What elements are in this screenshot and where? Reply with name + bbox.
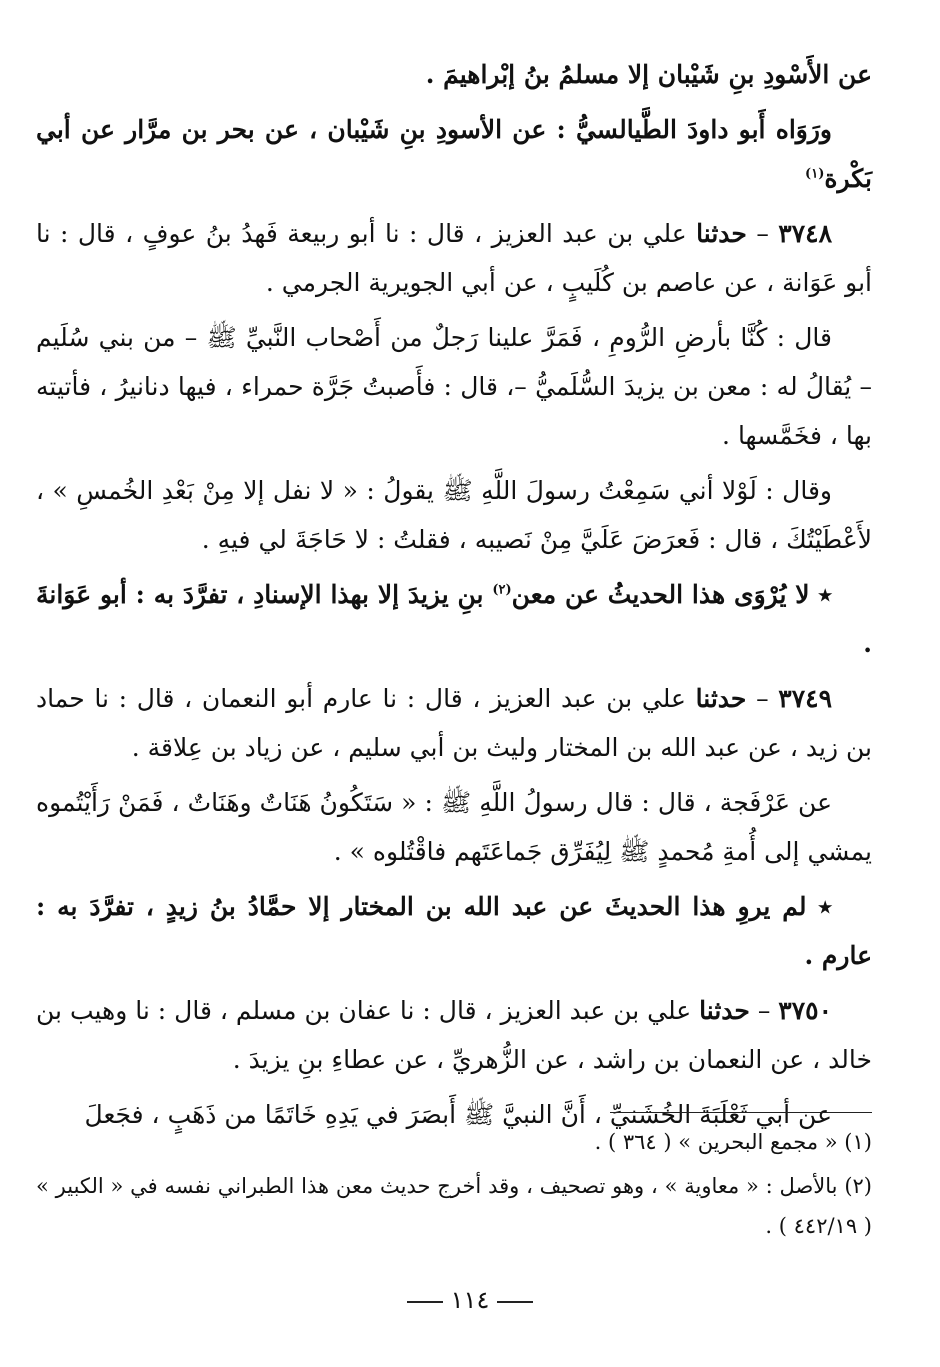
paragraph-2-text: ورَوَاه أَبو داودَ الطَّيالسيُّ : عن الأسودِ بنِ شَيْبان ، عن بحر بن مرَّار عن أبي بَكْرة <box>36 115 872 193</box>
paragraph-8 <box>36 778 872 876</box>
paragraph-4 <box>36 313 872 460</box>
footnote-divider <box>610 1112 872 1113</box>
paragraph-6-text: لا يُرْوَى هذا الحديثُ عن معن <box>511 580 810 609</box>
footnote-ref-1[interactable]: (١) <box>805 166 825 182</box>
star-icon: ٭ <box>818 580 832 609</box>
paragraph-9 <box>36 882 872 980</box>
page-number <box>0 1286 940 1314</box>
footnotes <box>36 1122 872 1250</box>
hadith-text: علي بن عبد العزيز ، قال : نا عارم أبو النعمان ، قال : نا حماد بن زيد ، عن عبد الله بن المختار وليث بن أبي سليم ، عن زياد بن عِلاقة . <box>36 684 872 762</box>
paragraph-1 <box>36 50 872 99</box>
hadith-text: علي بن عبد العزيز ، قال : نا عفان بن مسلم ، قال : نا وهيب بن خالد ، عن النعمان بن راشد ، عن الزُّهريِّ ، عن عطاءِ بنِ يزيدَ . <box>36 996 872 1074</box>
paragraph-5-text: وقال : لَوْلا أني سَمِعْتُ رسولَ اللَّهِ ﷺ يقولُ : « لا نفل إلا مِنْ بَعْدِ الخُمسِ » ، لأَعْطَيْتُكَ ، قال : فَعرَضَ عَلَيَّ مِنْ نَصيبه ، فقلتُ : لا حَاجَةَ لي فيهِ . <box>36 476 872 554</box>
paragraph-9-text: لم يروِ هذا الحديثَ عن عبد الله بن المختار إلا حمَّادُ بنُ زيدٍ ، تفرَّدَ به : عارم . <box>36 892 872 970</box>
dash-left <box>407 1301 443 1303</box>
paragraph-2 <box>36 105 872 203</box>
hadith-3750: ٣٧٥٠ – حدثنا علي بن عبد العزيز ، قال : نا عفان بن مسلم ، قال : نا وهيب بن خالد ، عن النعمان بن راشد ، عن الزُّهريِّ ، عن عطاءِ بنِ يزيدَ . <box>36 996 872 1074</box>
dash-right <box>497 1301 533 1303</box>
hadith-3749: ٣٧٤٩ – حدثنا علي بن عبد العزيز ، قال : نا عارم أبو النعمان ، قال : نا حماد بن زيد ، عن عبد الله بن المختار وليث بن أبي سليم ، عن زياد بن عِلاقة . <box>36 684 872 762</box>
hadith-number: ٣٧٤٩ <box>778 684 832 713</box>
hadith-lead: حدثنا <box>695 684 747 713</box>
footnote-1: (١) « مجمع البحرين » ( ٣٦٤ ) . <box>594 1130 872 1154</box>
hadith-lead: حدثنا <box>696 219 747 248</box>
hadith-text: علي بن عبد العزيز ، قال : نا أبو ربيعة فَهدُ بنُ عوفٍ ، قال : نا أبو عَوَانة ، عن عاصم بن كُلَيبٍ ، عن أبي الجويرية الجرمي . <box>36 219 872 297</box>
footnote-2: (٢) بالأصل : « معاوية » ، وهو تصحيف ، وقد أخرج حديث معن هذا الطبراني نفسه في « الكبير » ( ٤٤٢/١٩ ) . <box>36 1174 872 1238</box>
paragraph-4-text: قال : كُنَّا بأرضِ الرُّومِ ، فَمَرَّ علينا رَجلٌ من أَصْحاب النَّبيِّ ﷺ – من بني سُلَيم – يُقالُ له : معن بن يزيدَ السُّلَميُّ –، قال : فأَصبتُ جَرَّة حمراء ، فيها دنانيرُ ، فأتيته بها ، فخَمَّسها . <box>36 323 872 450</box>
hadith-number: ٣٧٤٨ <box>778 219 832 248</box>
hadith-lead: حدثنا <box>699 996 750 1025</box>
footnote-ref-2[interactable]: (٢) <box>492 582 512 598</box>
star-icon: ٭ <box>818 892 832 921</box>
hadith-number: ٣٧٥٠ <box>778 996 832 1025</box>
paragraph-5 <box>36 466 872 564</box>
paragraph-1-text: عن الأَسْودِ بنِ شَيْبان إلا مسلمُ بنُ إبْراهيمَ . <box>425 60 872 89</box>
main-text <box>36 50 872 1145</box>
page-number-text: ١١٤ <box>450 1286 490 1314</box>
paragraph-8-text: عن عَرْفَجة ، قال : قال رسولُ اللَّهِ ﷺ : « سَتَكُونُ هَنَاتٌ وهَنَاتٌ ، فَمَنْ رَأَيْتُموه يمشي إلى أُمةِ مُحمدٍ ﷺ لِيُفَرِّق جَماعَتَهم فاقْتُلوه » . <box>36 788 872 866</box>
paragraph-6 <box>36 570 872 668</box>
paragraph-11-text: عن أبي ثَعْلَبَةَ الخُشَنيِّ ، أَنَّ النبيَّ ﷺ أَبصَرَ في يَدِهِ خَاتَمًا من ذَهَبٍ ، فجَعلَ <box>84 1100 832 1129</box>
paragraph-6-text-after: بنِ يزيدَ إلا بهذا الإسنادِ ، تفرَّدَ به : أبو عَوَانةَ . <box>36 580 872 658</box>
hadith-3748: ٣٧٤٨ – حدثنا علي بن عبد العزيز ، قال : نا أبو ربيعة فَهدُ بنُ عوفٍ ، قال : نا أبو عَوَانة ، عن عاصم بن كُلَيبٍ ، عن أبي الجويرية الجرمي . <box>36 219 872 297</box>
